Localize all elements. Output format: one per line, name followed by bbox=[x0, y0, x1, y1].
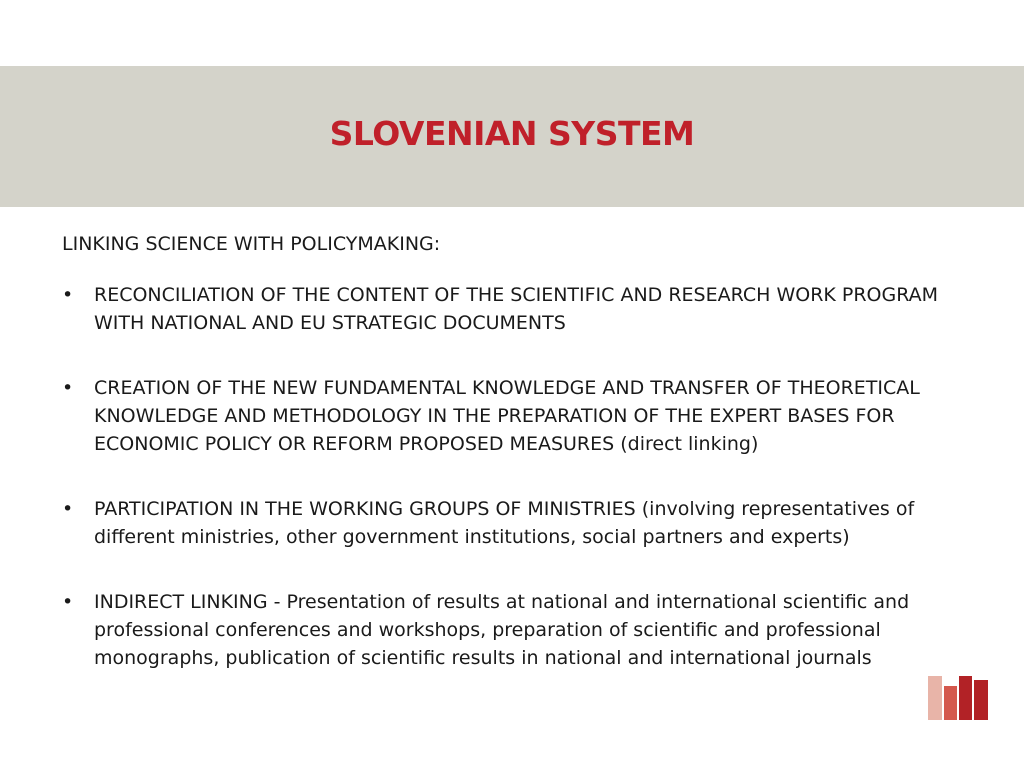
intro-heading: LINKING SCIENCE WITH POLICYMAKING: bbox=[62, 233, 441, 255]
bullet-icon: • bbox=[62, 377, 74, 399]
bullet-icon: • bbox=[62, 284, 74, 306]
bullet-icon: • bbox=[62, 591, 74, 613]
bullet-text: RECONCILIATION OF THE CONTENT OF THE SCIENTIFIC AND RESEARCH WORK PROGRAM WITH NATIONAL AND EU STRATEGIC DOCUMENTS bbox=[94, 284, 939, 334]
logo-bar-light bbox=[928, 676, 942, 720]
bar-logo-icon bbox=[928, 676, 988, 720]
logo-bar-dark-2 bbox=[974, 680, 988, 720]
bullet-icon: • bbox=[62, 498, 74, 520]
bullet-text: CREATION OF THE NEW FUNDAMENTAL KNOWLEDGE AND TRANSFER OF THEORETICAL KNOWLEDGE AND METHODOLOGY IN THE PREPARATION OF THE EXPERT BASES FOR ECONOMIC POLICY OR REFORM PROPOSED MEASURES (direct linking) bbox=[94, 377, 920, 455]
bullet-item bbox=[62, 281, 967, 337]
slide-content bbox=[62, 230, 967, 709]
bullet-list bbox=[62, 281, 967, 672]
title-band bbox=[0, 66, 1024, 207]
logo-bar-mid bbox=[944, 686, 957, 720]
bullet-item bbox=[62, 495, 967, 551]
logo-bar-dark bbox=[959, 676, 972, 720]
bullet-item bbox=[62, 588, 967, 672]
slide-title: SLOVENIAN SYSTEM bbox=[329, 114, 695, 153]
bullet-text: PARTICIPATION IN THE WORKING GROUPS OF MINISTRIES (involving representatives of different ministries, other government institutions, social partners and experts) bbox=[94, 498, 915, 548]
bullet-text: INDIRECT LINKING - Presentation of results at national and international scientific and professional conferences and workshops, preparation of scientific and professional monographs, publication of scientific results in national and international journals bbox=[94, 591, 910, 669]
bullet-item bbox=[62, 374, 967, 458]
